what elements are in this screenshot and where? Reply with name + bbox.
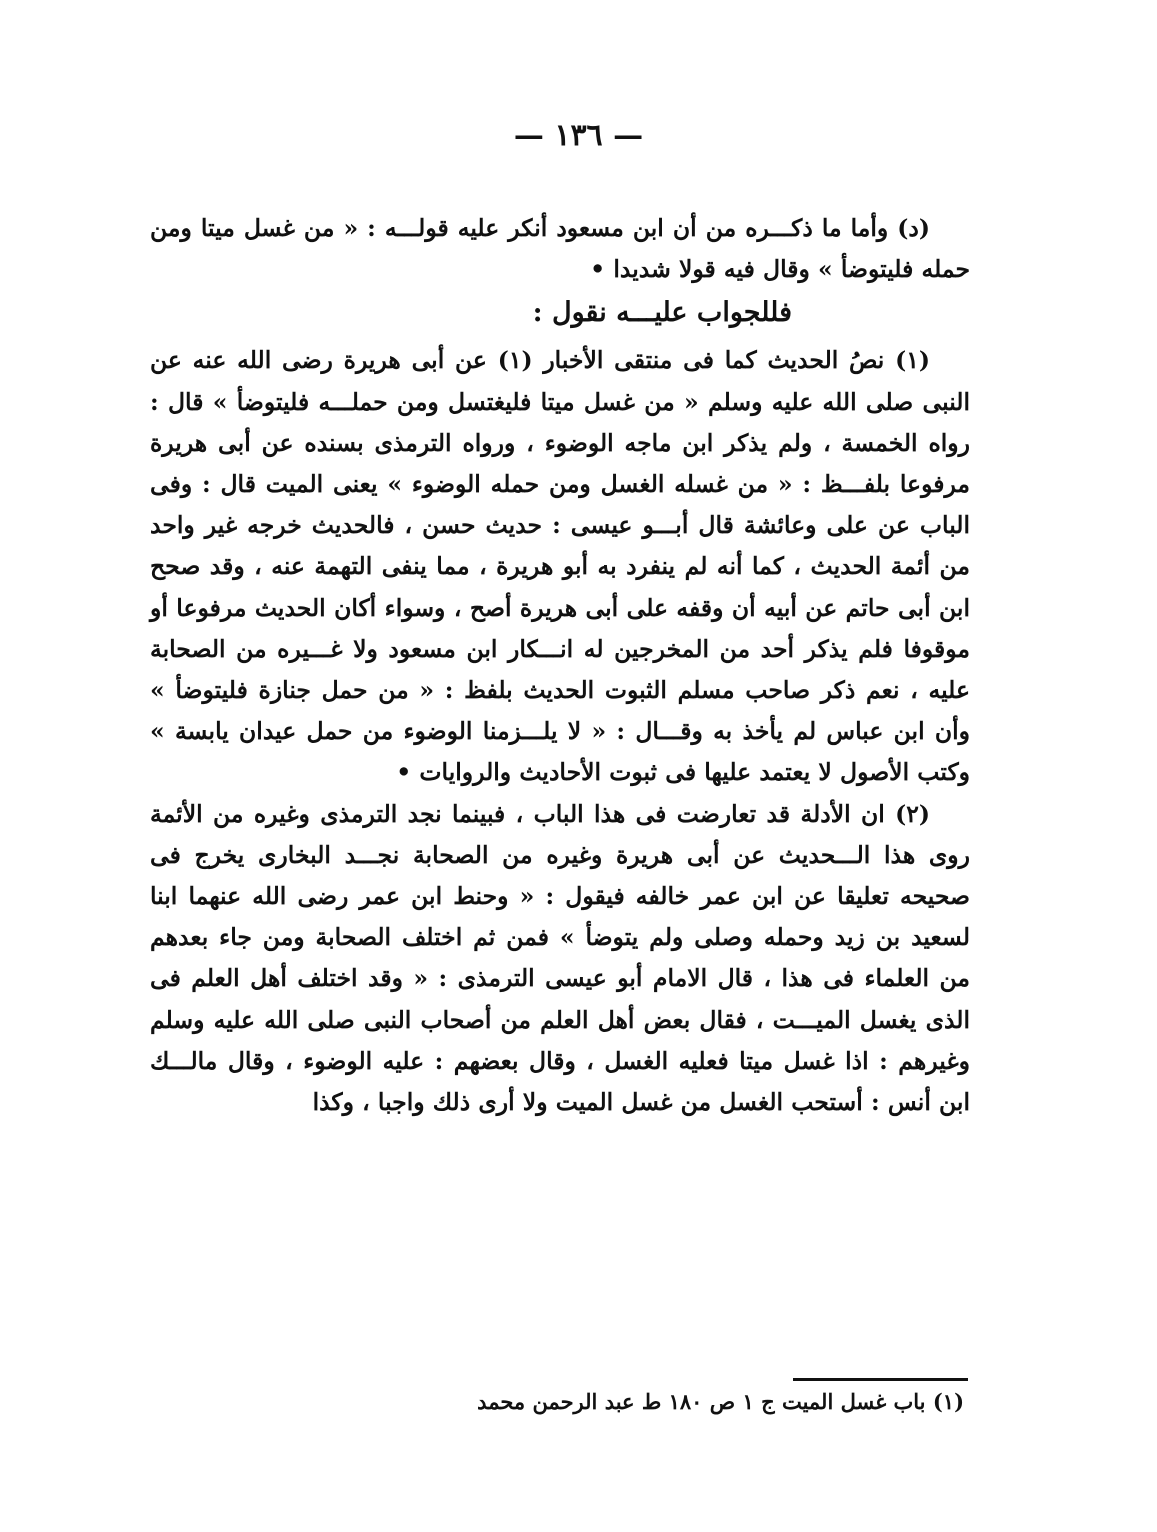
page-number: — ١٣٦ — (513, 118, 644, 153)
footnote-divider (793, 1378, 968, 1381)
paragraph-2: (٢) ان الأدلة قد تعارضت فى هذا الباب ، فبينما نجد الترمذى وغيره من الأئمة روى هذا الـــحديث عن أبى هريرة وغيره من الصحابة نجـــد البخارى يخرج فى صحيحه تعليقا عن ابن عمر خالفه فيقول : « وحنط ابن عمر رضى الله عنهما ابنا لسعيد بن زيد وحمله وصلى ولم يتوضأ » فمن ثم اختلف الصحابة ومن جاء بعدهم من العلماء فى هذا ، قال الامام أبو عيسى الترمذى : « وقد اختلف أهل العلم فى الذى يغسل الميـــت ، فقال بعض أهل العلم من أصحاب النبى صلى الله عليه وسلم وغيرهم : اذا غسل ميتا فعليه الغسل ، وقال بعضهم : عليه الوضوء ، وقال مالـــك ابن أنس : أستحب الغسل من غسل الميت ولا أرى ذلك واجبا ، وكذا (150, 799, 970, 1117)
paragraph-d: (د) وأما ما ذكـــره من أن ابن مسعود أنكر عليه قولـــه : « من غسل ميتا ومن حمله فليتوضأ » وقال فيه قولا شديدا • (150, 214, 970, 284)
paragraph-1: (١) نصُ الحديث كما فى منتقى الأخبار (١) عن أبى هريرة رضى الله عنه عن النبى صلى الله عليه وسلم « من غسل ميتا فليغتسل ومن حملـــه فليتوضأ » قال : رواه الخمسة ، ولم يذكر ابن ماجه الوضوء ، ورواه الترمذى بسنده عن أبى هريرة مرفوعا بلفـــظ : « من غسله الغسل ومن حمله الوضوء » يعنى الميت قال : وفى الباب عن على وعائشة قال أبـــو عيسى : حديث حسن ، فالحديث خرجه غير واحد من أئمة الحديث ، كما أنه لم ينفرد به أبو هريرة ، مما ينفى التهمة عنه ، وقد صحح ابن أبى حاتم عن أبيه أن وقفه على أبى هريرة أصح ، وسواء أكان الحديث مرفوعا أو موقوفا فلم يذكر أحد من المخرجين له انـــكار ابن مسعود ولا غـــيره من الصحابة عليه ، نعم ذكر صاحب مسلم الثبوت الحديث بلفظ : « من حمل جنازة فليتوضأ » وأن ابن عباس لم يأخذ به وقـــال : « لا يلـــزمنا الوضوء من حمل عيدان يابسة » وكتب الأصول لا يعتمد عليها فى ثبوت الأحاديث والروايات • (150, 346, 970, 787)
footnote: (١) باب غسل الميت ج ١ ص ١٨٠ ط عبد الرحمن محمد (477, 1389, 964, 1414)
section-heading: فللجواب عليـــه نقول : (532, 297, 792, 329)
body-text (150, 208, 970, 1123)
